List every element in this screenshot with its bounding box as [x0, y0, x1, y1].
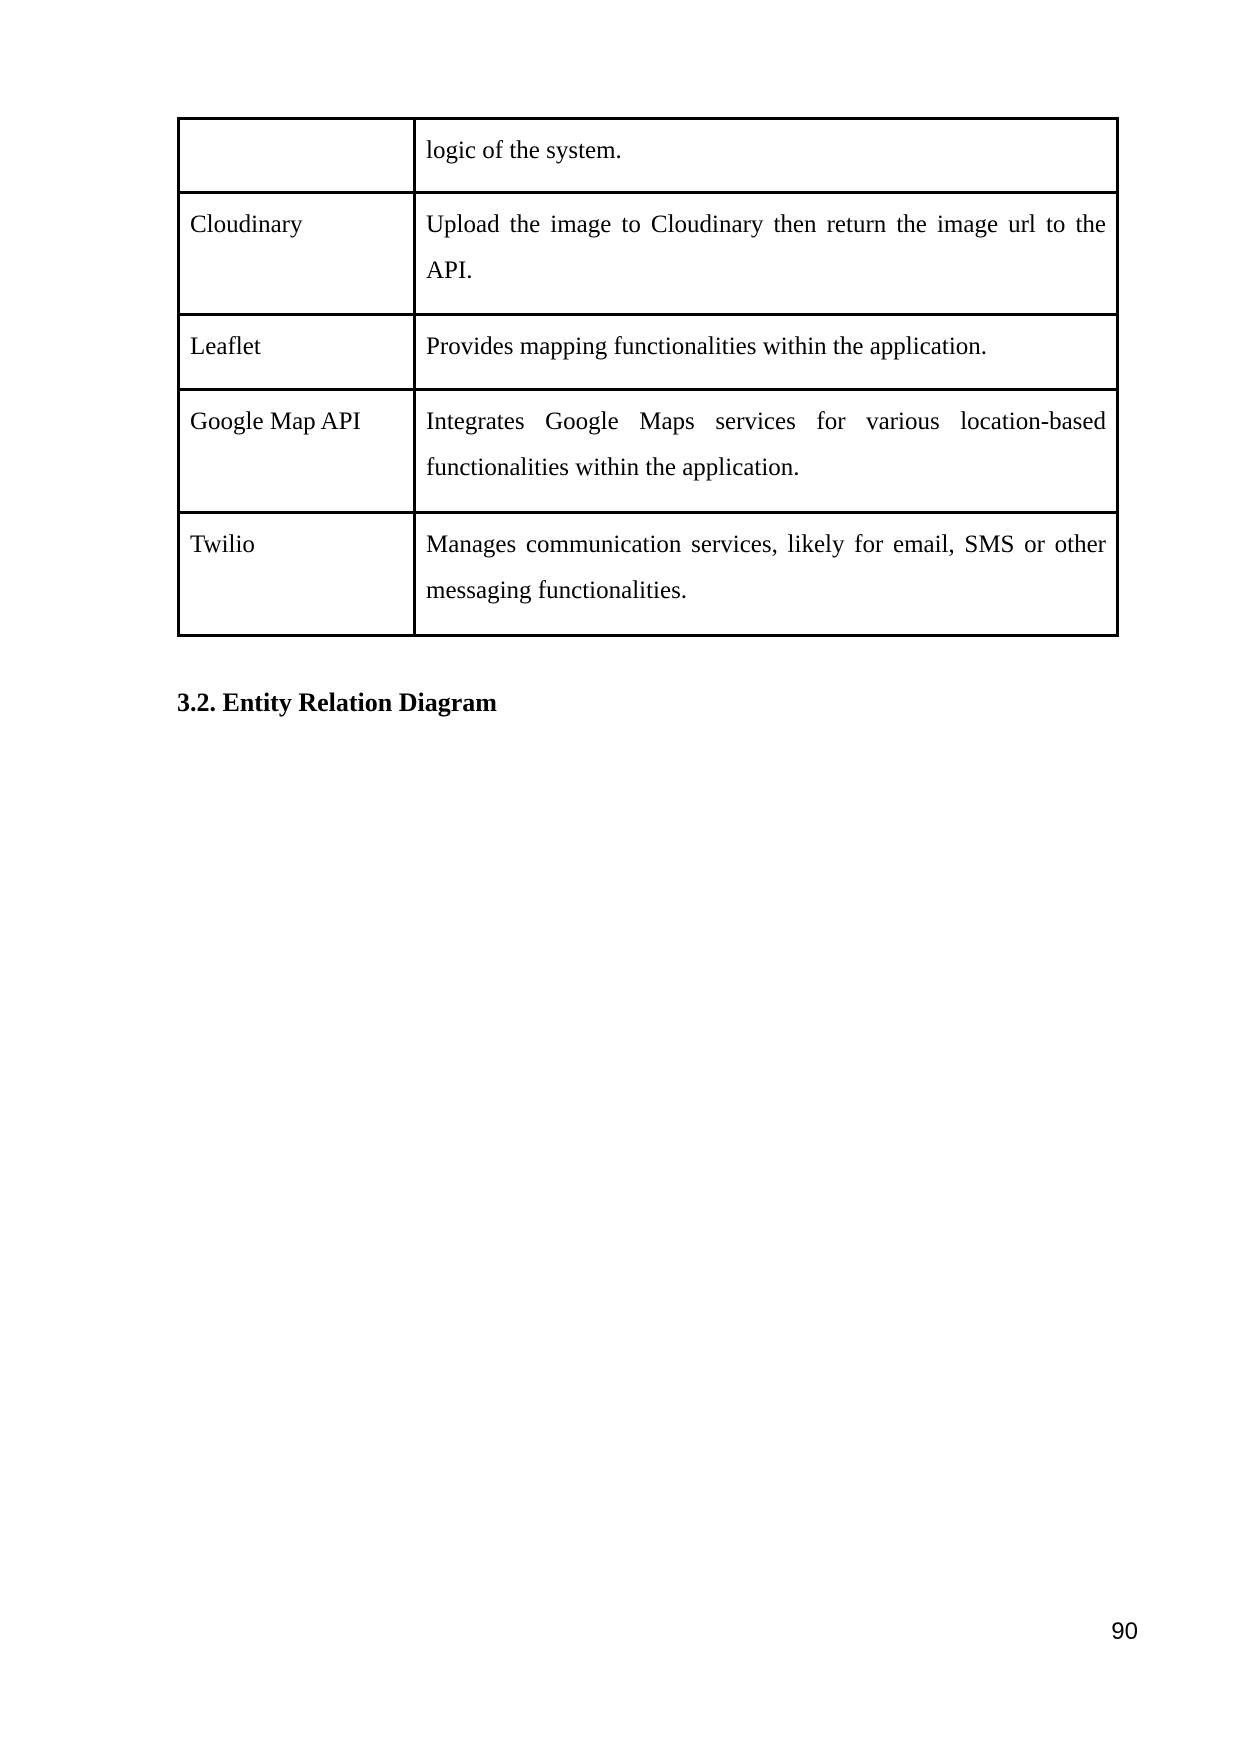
- technology-description-cell: Upload the image to Cloudinary then return the image url to the API.: [415, 193, 1118, 315]
- technology-name-cell: [179, 119, 415, 193]
- section-heading: 3.2. Entity Relation Diagram: [177, 688, 497, 717]
- technology-description-cell: Integrates Google Maps services for various location-based functionalities within the application.: [415, 390, 1118, 513]
- table-row: [179, 315, 1118, 390]
- technology-name-cell: Google Map API: [179, 390, 415, 513]
- technology-table: [177, 117, 1119, 637]
- page-number: 90: [1111, 1618, 1138, 1645]
- table-row: [179, 390, 1118, 513]
- technology-name-cell: Cloudinary: [179, 193, 415, 315]
- table-row: [179, 119, 1118, 193]
- technology-name-cell: Leaflet: [179, 315, 415, 390]
- technology-description-cell: logic of the system.: [415, 119, 1118, 193]
- table-row: [179, 513, 1118, 636]
- table-row: [179, 193, 1118, 315]
- technology-description-cell: Manages communication services, likely for email, SMS or other messaging functionalities.: [415, 513, 1118, 636]
- technology-name-cell: Twilio: [179, 513, 415, 636]
- technology-description-cell: Provides mapping functionalities within the application.: [415, 315, 1118, 390]
